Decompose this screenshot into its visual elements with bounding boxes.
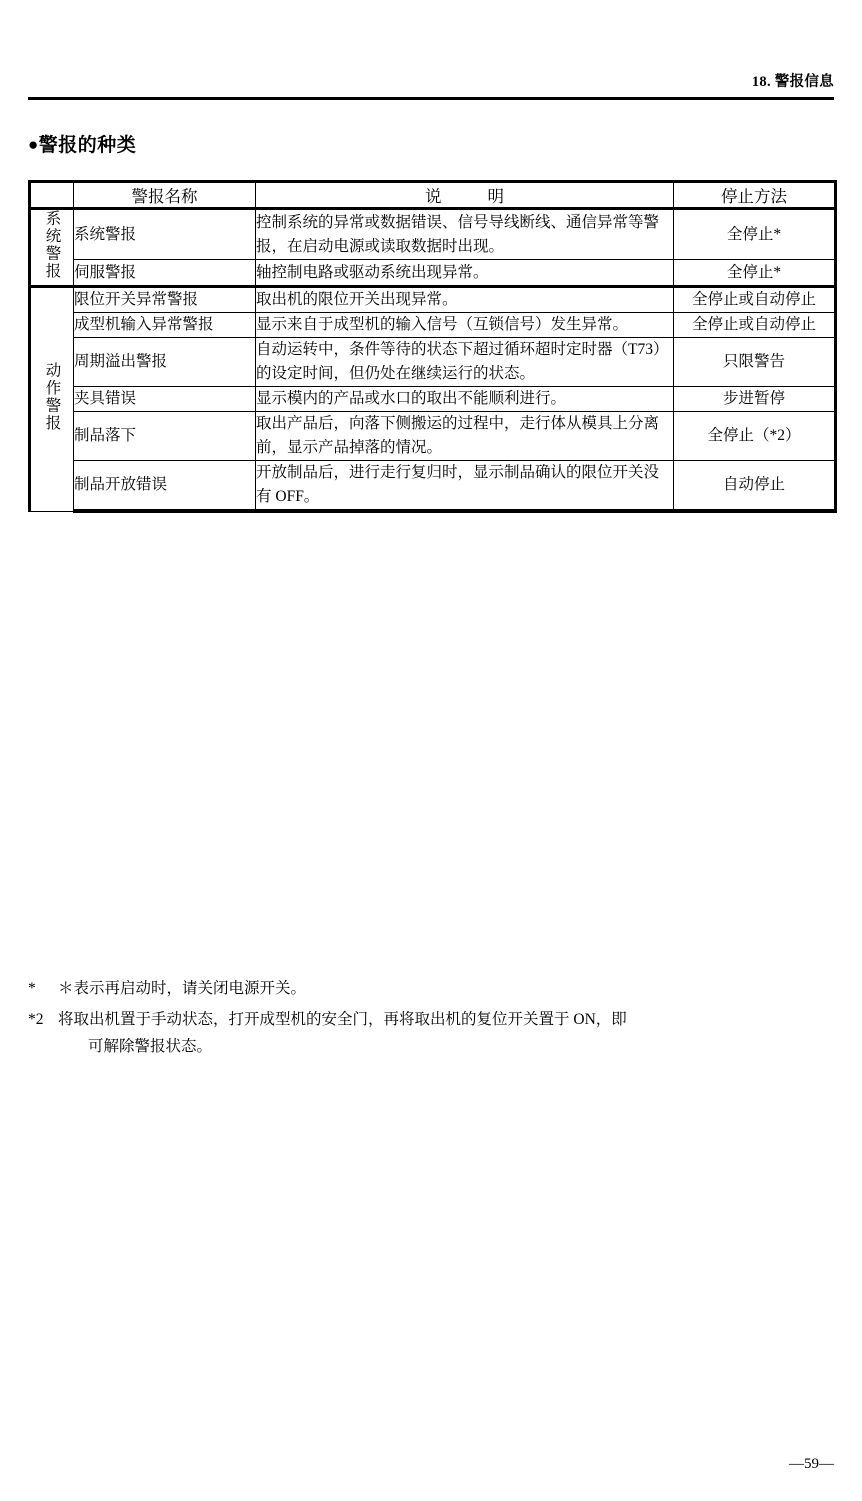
footnote-1 bbox=[28, 975, 834, 1002]
footnote-mark: *2 bbox=[28, 1011, 44, 1029]
alarm-stop-method: 自动停止 bbox=[674, 461, 836, 510]
alarm-description bbox=[256, 510, 674, 512]
alarm-stop-method bbox=[674, 510, 836, 512]
header-desc-right: 明 bbox=[487, 187, 504, 206]
alarm-table-container bbox=[28, 180, 834, 513]
footnote-mark: * bbox=[28, 980, 36, 997]
table-row bbox=[30, 412, 836, 461]
alarm-description: 控制系统的异常或数据错误、信号导线断线、通信异常等警报，在启动电源或读取数据时出现。 bbox=[256, 209, 674, 260]
header-cell-name: 警报名称 bbox=[74, 182, 256, 209]
alarm-description: 显示模内的产品或水口的取出不能顺利进行。 bbox=[256, 387, 674, 412]
header-desc-left: 说 bbox=[425, 187, 442, 206]
alarm-name bbox=[74, 510, 256, 512]
table-header-row bbox=[30, 182, 836, 209]
page-header-chapter: 18. 警报信息 bbox=[751, 74, 834, 90]
table-row bbox=[30, 260, 836, 287]
alarm-name: 系统警报 bbox=[74, 209, 256, 260]
table-row bbox=[30, 510, 836, 512]
alarm-name: 成型机输入异常警报 bbox=[74, 313, 256, 338]
group-label-system bbox=[30, 209, 74, 287]
table-row bbox=[30, 313, 836, 338]
group-label-motion bbox=[30, 287, 74, 512]
alarm-description: 取出产品后，向落下侧搬运的过程中，走行体从模具上分离前，显示产品掉落的情况。 bbox=[256, 412, 674, 461]
alarm-description: 轴控制电路或驱动系统出现异常。 bbox=[256, 260, 674, 287]
alarm-name: 制品开放错误 bbox=[74, 461, 256, 510]
table-row bbox=[30, 209, 836, 260]
alarm-description: 显示来自于成型机的输入信号（互锁信号）发生异常。 bbox=[256, 313, 674, 338]
footnote-text-continued: 可解除警报状态。 bbox=[88, 1038, 213, 1056]
alarm-stop-method: 全停止（*2） bbox=[674, 412, 836, 461]
group-label-text: 系统警报 bbox=[43, 210, 61, 280]
table-row bbox=[30, 287, 836, 313]
footnote-text: 将取出机置于手动状态，打开成型机的安全门，再将取出机的复位开关置于 ON，即 bbox=[58, 1011, 627, 1029]
header-cell-group bbox=[30, 182, 74, 209]
alarm-name: 制品落下 bbox=[74, 412, 256, 461]
alarm-name: 伺服警报 bbox=[74, 260, 256, 287]
alarm-description: 开放制品后，进行走行复归时，显示制品确认的限位开关没有 OFF。 bbox=[256, 461, 674, 510]
bullet-icon: ● bbox=[28, 135, 39, 154]
alarm-stop-method: 全停止或自动停止 bbox=[674, 313, 836, 338]
section-title-text: 警报的种类 bbox=[38, 135, 137, 156]
alarm-description: 自动运转中，条件等待的状态下超过循环超时定时器（T73）的设定时间，但仍处在继续运行的状态。 bbox=[256, 338, 674, 387]
table-row bbox=[30, 338, 836, 387]
page-number: —59— bbox=[789, 1456, 834, 1472]
alarm-name: 周期溢出警报 bbox=[74, 338, 256, 387]
alarm-name: 限位开关异常警报 bbox=[74, 287, 256, 313]
footnotes bbox=[28, 975, 834, 1064]
page-title bbox=[28, 130, 136, 157]
footnote-2 bbox=[28, 1006, 834, 1060]
alarm-stop-method: 全停止* bbox=[674, 260, 836, 287]
footnote-text: ＊表示再启动时，请关闭电源开关。 bbox=[58, 980, 307, 997]
alarm-table bbox=[28, 180, 837, 513]
header-cell-stop: 停止方法 bbox=[674, 182, 836, 209]
alarm-stop-method: 步进暂停 bbox=[674, 387, 836, 412]
alarm-stop-method: 全停止* bbox=[674, 209, 836, 260]
header-divider bbox=[28, 97, 834, 100]
alarm-stop-method: 只限警告 bbox=[674, 338, 836, 387]
header-cell-description bbox=[256, 182, 674, 209]
alarm-name: 夹具错误 bbox=[74, 387, 256, 412]
group-label-text: 动作警报 bbox=[43, 362, 61, 433]
table-row bbox=[30, 387, 836, 412]
table-row bbox=[30, 461, 836, 510]
alarm-description: 取出机的限位开关出现异常。 bbox=[256, 287, 674, 313]
alarm-stop-method: 全停止或自动停止 bbox=[674, 287, 836, 313]
